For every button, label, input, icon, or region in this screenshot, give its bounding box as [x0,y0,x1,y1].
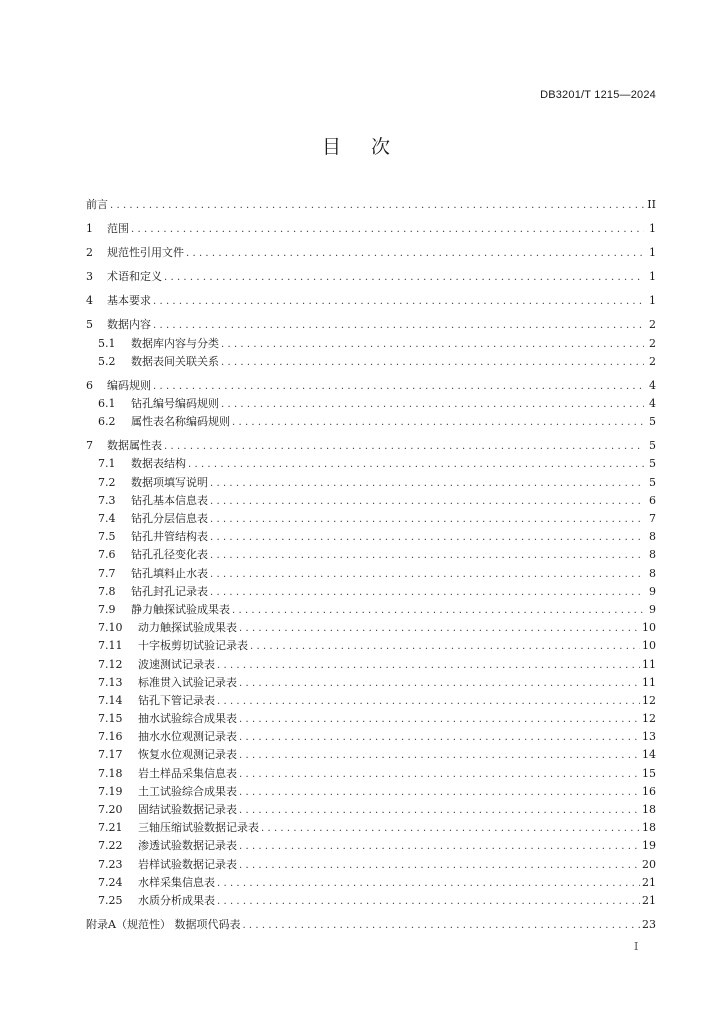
toc-entry-number: 1 [86,222,93,236]
toc-entry-number: 7.6 [98,548,116,562]
toc-entry[interactable] [86,546,656,564]
table-of-contents [86,196,656,934]
toc-entry-label: 钻孔封孔记录表 [131,584,208,598]
toc-entry-page: 8 [649,530,656,544]
toc-entry-number: 7.21 [98,821,123,835]
toc-dot-leader [210,532,644,543]
toc-dot-leader [164,272,644,283]
toc-dot-leader [110,200,644,211]
toc-dot-leader [232,605,644,616]
toc-dot-leader [210,569,644,580]
toc-entry[interactable] [86,765,656,783]
toc-entry[interactable] [86,637,656,655]
toc-entry[interactable] [86,244,656,262]
toc-entry[interactable] [86,728,656,746]
toc-dot-leader [239,678,640,689]
toc-dot-leader [217,878,640,889]
toc-entry-page: 11 [642,657,656,671]
toc-entry[interactable] [86,856,656,874]
toc-entry-number: 7.25 [98,893,123,907]
toc-entry[interactable] [86,316,656,334]
toc-entry-label: 钻孔基本信息表 [131,493,208,507]
toc-entry[interactable] [86,492,656,510]
toc-entry-number: 7.19 [98,784,123,798]
toc-entry-number: 7.2 [98,475,116,489]
toc-entry[interactable] [86,220,656,238]
toc-dot-leader [239,750,640,761]
toc-dot-leader [261,823,640,834]
page-title: 目 次 [321,136,403,158]
toc-entry-page: 19 [642,839,656,853]
toc-entry-page: 21 [642,875,656,889]
toc-entry-page: 21 [642,893,656,907]
toc-entry-page: 5 [649,415,656,429]
toc-entry-page: 7 [649,512,656,526]
toc-entry[interactable] [86,837,656,855]
toc-entry[interactable] [86,510,656,528]
toc-entry-page: II [647,198,656,211]
toc-entry-page: 9 [649,584,656,598]
toc-entry-page: 2 [649,354,656,368]
toc-entry[interactable] [86,783,656,801]
toc-entry-page: 18 [642,803,656,817]
toc-dot-leader [239,805,640,816]
toc-entry-number: 7.7 [98,566,116,580]
toc-entry-number: 7.5 [98,530,116,544]
toc-entry-label: 钻孔编号编码规则 [131,397,219,411]
toc-entry-label: 标准贯入试验记录表 [138,675,237,689]
toc-entry-number: 7.15 [98,712,123,726]
toc-dot-leader [239,860,640,871]
toc-entry-number: 7.12 [98,657,123,671]
toc-dot-leader [153,381,644,392]
toc-entry[interactable] [86,674,656,692]
toc-dot-leader [217,660,640,671]
toc-dot-leader [210,478,644,489]
toc-entry-number: 7.11 [98,639,123,653]
toc-entry-label: 波速测试记录表 [138,657,215,671]
toc-entry[interactable] [86,455,656,473]
toc-entry-number: 7.4 [98,512,116,526]
toc-entry[interactable] [86,710,656,728]
toc-entry-label: 数据表间关联关系 [131,354,219,368]
toc-dot-leader [217,696,640,707]
toc-entry-page: 10 [642,639,656,653]
toc-dot-leader [232,417,644,428]
toc-entry-page: 4 [649,378,656,392]
toc-entry-page: 8 [649,548,656,562]
toc-entry-page: 4 [649,397,656,411]
toc-entry-number: 7.1 [98,457,116,471]
toc-entry[interactable] [86,413,656,431]
toc-entry-number: 7.3 [98,493,116,507]
toc-entry-page: 2 [649,318,656,332]
toc-dot-leader [221,339,644,350]
toc-entry-label: 钻孔井管结构表 [131,530,208,544]
toc-entry-number: 3 [86,270,93,284]
toc-entry-label: 水质分析成果表 [138,893,215,907]
toc-entry[interactable] [86,437,656,455]
toc-entry-label: 钻孔下管记录表 [138,693,215,707]
toc-entry-page: 20 [642,857,656,871]
toc-dot-leader [186,248,644,259]
toc-entry-number: 5.2 [98,354,116,368]
toc-entry-number: 7.9 [98,602,116,616]
toc-entry-number: 7.10 [98,621,123,635]
toc-entry-label: 渗透试验数据记录表 [138,839,237,853]
toc-entry[interactable] [86,583,656,601]
toc-entry-number: 7.14 [98,693,123,707]
toc-entry[interactable] [86,656,656,674]
toc-entry-label: 抽水试验综合成果表 [138,712,237,726]
toc-entry[interactable] [86,819,656,837]
toc-entry-label: 数据表结构 [131,457,186,471]
toc-entry-number: 7.18 [98,766,123,780]
toc-entry[interactable] [86,474,656,492]
toc-entry-label: 固结试验数据记录表 [138,803,237,817]
toc-entry[interactable] [86,377,656,395]
toc-entry[interactable] [86,916,656,934]
toc-entry-label: 钻孔孔径变化表 [131,548,208,562]
toc-entry-page: 12 [642,712,656,726]
toc-entry[interactable] [86,746,656,764]
toc-dot-leader [188,459,644,470]
toc-entry-number: 7.16 [98,730,123,744]
toc-entry-page: 1 [649,246,656,260]
toc-entry-page: 1 [649,270,656,284]
toc-entry[interactable] [86,692,656,710]
toc-entry-number: 5.1 [98,336,116,350]
toc-dot-leader [250,641,640,652]
toc-entry[interactable] [86,353,656,371]
toc-dot-leader [239,732,640,743]
toc-dot-leader [131,224,644,235]
toc-entry-page: 15 [642,766,656,780]
toc-entry-page: 2 [649,336,656,350]
toc-dot-leader [210,587,644,598]
toc-dot-leader [239,841,640,852]
toc-entry-number: 7.22 [98,839,123,853]
toc-entry-label: 抽水水位观测记录表 [138,730,237,744]
toc-entry-number: 6.2 [98,415,116,429]
toc-entry[interactable] [86,268,656,286]
toc-dot-leader [210,514,644,525]
toc-entry-page: 6 [649,493,656,507]
toc-entry-label: 土工试验综合成果表 [138,784,237,798]
toc-entry-label: 十字板剪切试验记录表 [138,639,248,653]
document-code: DB3201/T 1215—2024 [540,89,656,101]
toc-entry-label: 恢复水位观测记录表 [138,748,237,762]
toc-entry-label: 数据库内容与分类 [131,336,219,350]
toc-entry-label: 三轴压缩试验数据记录表 [138,821,259,835]
toc-dot-leader [210,550,644,561]
toc-entry[interactable] [86,565,656,583]
toc-entry[interactable] [86,601,656,619]
toc-entry-label: 钻孔填料止水表 [131,566,208,580]
toc-entry-label: 规范性引用文件 [107,246,184,260]
toc-entry-label: 属性表名称编码规则 [131,415,230,429]
toc-entry-label: 数据项填写说明 [131,475,208,489]
toc-entry-label: 静力触探试验成果表 [131,602,230,616]
toc-entry-label: 编码规则 [107,378,151,392]
toc-entry-page: 23 [642,918,656,932]
toc-entry[interactable] [86,801,656,819]
toc-entry-page: 18 [642,821,656,835]
toc-entry-page: 13 [642,730,656,744]
toc-entry-label: 数据属性表 [107,439,162,453]
toc-entry[interactable] [86,196,656,214]
toc-entry[interactable] [86,874,656,892]
toc-entry-label: 钻孔分层信息表 [131,512,208,526]
toc-dot-leader [210,496,644,507]
toc-entry-page: 1 [649,294,656,308]
toc-entry-number: 7.20 [98,803,123,817]
toc-entry[interactable] [86,892,656,910]
toc-dot-leader [239,769,640,780]
toc-entry-number: 7.23 [98,857,123,871]
toc-entry-number: 4 [86,294,93,308]
toc-dot-leader [164,441,644,452]
toc-entry-page: 10 [642,621,656,635]
toc-entry-page: 5 [649,475,656,489]
toc-entry-label: 术语和定义 [107,270,162,284]
toc-entry[interactable] [86,335,656,353]
toc-entry[interactable] [86,292,656,310]
toc-dot-leader [242,920,640,931]
toc-entry-number: 7.8 [98,584,116,598]
toc-dot-leader [217,896,640,907]
toc-entry-page: 8 [649,566,656,580]
toc-entry-number: 6.1 [98,397,116,411]
toc-entry-page: 16 [642,784,656,798]
toc-dot-leader [239,787,640,798]
toc-dot-leader [221,399,644,410]
toc-entry-label: 水样采集信息表 [138,875,215,889]
toc-entry-number: 7.13 [98,675,123,689]
toc-entry-page: 11 [642,675,656,689]
toc-entry-page: 5 [649,439,656,453]
toc-entry-page: 1 [649,222,656,236]
toc-entry-page: 14 [642,748,656,762]
toc-entry-number: 7.24 [98,875,123,889]
toc-dot-leader [239,623,640,634]
toc-entry-number: 7 [86,439,93,453]
toc-entry-label: 动力触探试验成果表 [138,621,237,635]
toc-dot-leader [239,714,640,725]
toc-entry-number: 6 [86,378,93,392]
toc-entry-page: 12 [642,693,656,707]
toc-entry-page: 5 [649,457,656,471]
footer-page-number: I [634,940,639,953]
toc-entry-page: 9 [649,602,656,616]
toc-dot-leader [221,357,644,368]
toc-dot-leader [153,296,644,307]
toc-entry-number: 5 [86,318,93,332]
toc-entry[interactable] [86,619,656,637]
toc-entry-label: 附录A（规范性） 数据项代码表 [86,918,241,932]
toc-entry-label: 基本要求 [107,294,151,308]
toc-entry-label: 岩样试验数据记录表 [138,857,237,871]
toc-entry-label: 岩土样品采集信息表 [138,766,237,780]
toc-entry-label: 数据内容 [107,318,151,332]
toc-entry-label: 前言 [86,198,108,211]
toc-entry[interactable] [86,395,656,413]
toc-entry-label: 范围 [107,222,129,236]
toc-entry-number: 7.17 [98,748,123,762]
toc-entry-number: 2 [86,246,93,260]
toc-entry[interactable] [86,528,656,546]
toc-dot-leader [153,320,644,331]
